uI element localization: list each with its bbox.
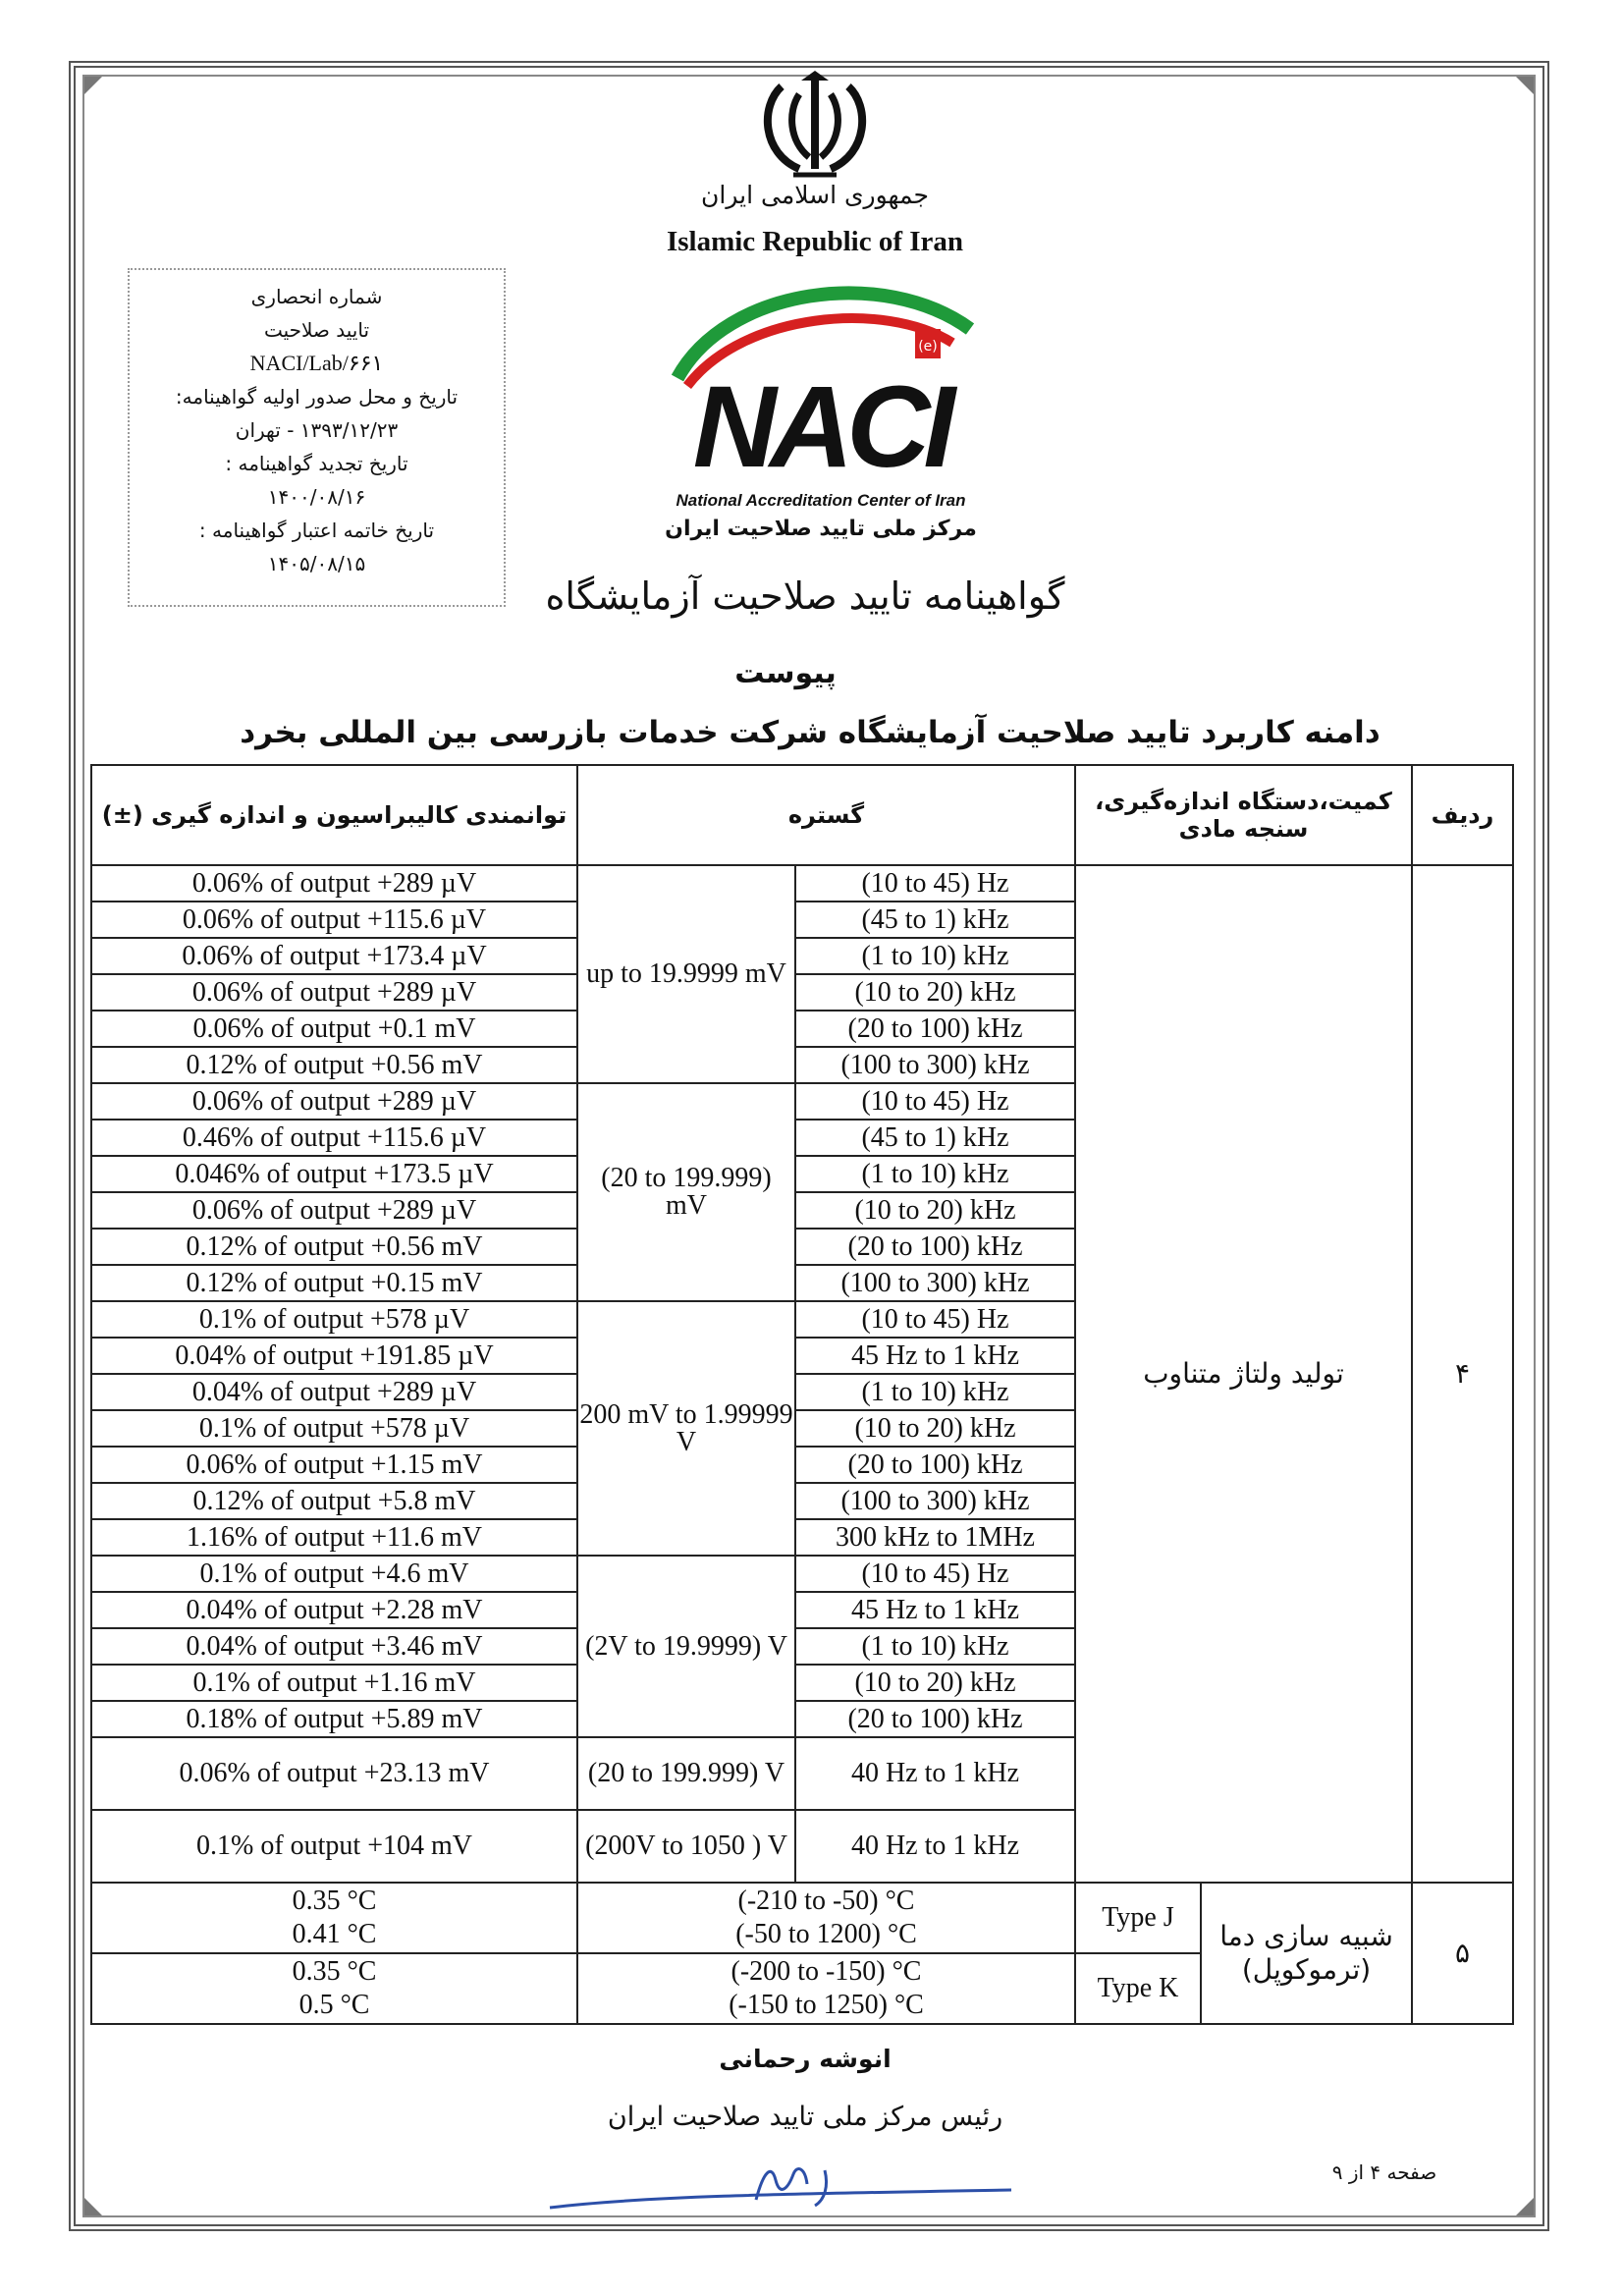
row-number-cell: ۵	[1412, 1883, 1513, 2024]
thermocouple-type-cell: Type J	[1075, 1883, 1201, 1953]
signature-icon	[530, 2151, 1021, 2219]
capability-cell: 0.06% of output +1.15 mV	[91, 1447, 577, 1483]
lab-number: NACI/Lab/۶۶۱	[249, 351, 384, 375]
voltage-range-cell: (2V to 19.9999) V	[577, 1556, 795, 1737]
header-quantity: کمیت،دستگاه اندازه‌گیری، سنجه مادی	[1075, 765, 1412, 865]
certificate-title: گواهینامه تایید صلاحیت آزمایشگاه	[545, 574, 1065, 618]
capability-cell: 0.046% of output +173.5 µV	[91, 1156, 577, 1192]
capability-line: 0.5 °C	[298, 1990, 370, 2020]
frequency-range-cell: 40 Hz to 1 kHz	[795, 1737, 1075, 1810]
capability-cell: 0.06% of output +0.1 mV	[91, 1011, 577, 1047]
frequency-range-cell: (45 to 1) kHz	[795, 1120, 1075, 1156]
frequency-range-cell: (1 to 10) kHz	[795, 938, 1075, 974]
frequency-range-cell: (1 to 10) kHz	[795, 1156, 1075, 1192]
frequency-range-cell: 300 kHz to 1MHz	[795, 1519, 1075, 1556]
capability-cell: 0.06% of output +115.6 µV	[91, 902, 577, 938]
frequency-range-cell: 45 Hz to 1 kHz	[795, 1338, 1075, 1374]
frequency-range-cell: 40 Hz to 1 kHz	[795, 1810, 1075, 1883]
frequency-range-cell: (10 to 45) Hz	[795, 1301, 1075, 1338]
accreditation-scope-table	[90, 764, 1514, 2025]
capability-cell: 0.06% of output +173.4 µV	[91, 938, 577, 974]
expiry-label: تاریخ خاتمه اعتبار گواهینامه :	[198, 519, 435, 542]
country-name-fa: جمهوری اسلامی ایران	[701, 181, 929, 209]
row-number-cell: ۴	[1412, 865, 1513, 1883]
capability-cell: 0.06% of output +289 µV	[91, 1083, 577, 1120]
corner-ornament	[84, 77, 102, 94]
expiry-value: ۱۴۰۵/۰۸/۱۵	[267, 552, 366, 575]
capability-cell: 0.12% of output +5.8 mV	[91, 1483, 577, 1519]
capability-line: 0.41 °C	[292, 1919, 377, 1949]
capability-cell: 0.12% of output +0.15 mV	[91, 1265, 577, 1301]
frequency-range-cell: (10 to 45) Hz	[795, 865, 1075, 902]
capability-cell: 0.06% of output +289 µV	[91, 974, 577, 1011]
capability-cell: 0.1% of output +578 µV	[91, 1410, 577, 1447]
capability-cell: 0.12% of output +0.56 mV	[91, 1229, 577, 1265]
frequency-range-cell: (10 to 45) Hz	[795, 1556, 1075, 1592]
frequency-range-cell: (20 to 100) kHz	[795, 1011, 1075, 1047]
capability-line: 0.35 °C	[292, 1886, 377, 1917]
capability-cell: 0.06% of output +289 µV	[91, 1192, 577, 1229]
corner-ornament	[84, 2198, 102, 2215]
capability-cell: 0.1% of output +1.16 mV	[91, 1665, 577, 1701]
frequency-range-cell: 45 Hz to 1 kHz	[795, 1592, 1075, 1628]
initial-issue-label: تاریخ و محل صدور اولیه گواهینامه:	[175, 385, 459, 409]
thermocouple-type-cell: Type K	[1075, 1953, 1201, 2024]
capability-cell	[91, 1953, 577, 2024]
corner-ornament	[1516, 2198, 1534, 2215]
capability-cell: 0.04% of output +191.85 µV	[91, 1338, 577, 1374]
frequency-range-cell: (10 to 20) kHz	[795, 1192, 1075, 1229]
range-line: (-210 to -50) °C	[737, 1886, 915, 1917]
capability-cell: 0.06% of output +23.13 mV	[91, 1737, 577, 1810]
frequency-range-cell: (10 to 45) Hz	[795, 1083, 1075, 1120]
svg-text:(e): (e)	[918, 339, 938, 355]
header-row-number: ردیف	[1412, 765, 1513, 865]
capability-cell: 0.12% of output +0.56 mV	[91, 1047, 577, 1083]
capability-cell: 0.18% of output +5.89 mV	[91, 1701, 577, 1737]
frequency-range-cell: (1 to 10) kHz	[795, 1374, 1075, 1410]
frequency-range-cell: (100 to 300) kHz	[795, 1265, 1075, 1301]
naci-subtitle-en: National Accreditation Center of Iran	[676, 491, 966, 510]
frequency-range-cell: (100 to 300) kHz	[795, 1047, 1075, 1083]
range-line: (-200 to -150) °C	[730, 1956, 922, 1988]
naci-subtitle-fa: مرکز ملی تایید صلاحیت ایران	[665, 517, 977, 541]
initial-issue-value: ۱۳۹۳/۱۲/۲۳ - تهران	[235, 418, 399, 442]
table-row	[91, 865, 1513, 902]
voltage-range-cell: 200 mV to 1.99999 V	[577, 1301, 795, 1556]
capability-cell: 0.46% of output +115.6 µV	[91, 1120, 577, 1156]
range-line: (-50 to 1200) °C	[735, 1919, 917, 1949]
table-header-row	[91, 765, 1513, 865]
corner-ornament	[1516, 77, 1534, 94]
voltage-range-cell: up to 19.9999 mV	[577, 865, 795, 1083]
range-line: (-150 to 1250) °C	[729, 1990, 924, 2020]
quantity-cell: تولید ولتاژ متناوب	[1075, 865, 1412, 1883]
capability-cell: 0.1% of output +104 mV	[91, 1810, 577, 1883]
signatory-role: رئیس مرکز ملی تایید صلاحیت ایران	[607, 2102, 1003, 2132]
capability-cell: 1.16% of output +11.6 mV	[91, 1519, 577, 1556]
temperature-range-cell	[577, 1883, 1075, 1953]
naci-logo-wordmark: NACI	[692, 362, 949, 492]
frequency-range-cell: (10 to 20) kHz	[795, 1665, 1075, 1701]
header-range: گستره	[577, 765, 1075, 865]
country-name-en: Islamic Republic of Iran	[666, 226, 964, 257]
renewal-value: ۱۴۰۰/۰۸/۱۶	[267, 485, 366, 509]
frequency-range-cell: (45 to 1) kHz	[795, 902, 1075, 938]
frequency-range-cell: (20 to 100) kHz	[795, 1701, 1075, 1737]
voltage-range-cell: (20 to 199.999) mV	[577, 1083, 795, 1301]
page-number: صفحه ۴ از ۹	[1331, 2160, 1437, 2184]
voltage-range-cell: (200V to 1050 ) V	[577, 1810, 795, 1883]
quantity-cell: شبیه سازی دما (ترموکوپل)	[1201, 1883, 1412, 2024]
frequency-range-cell: (10 to 20) kHz	[795, 974, 1075, 1011]
capability-cell: 0.04% of output +2.28 mV	[91, 1592, 577, 1628]
exclusive-number-label: شماره انحصاری	[250, 285, 383, 308]
frequency-range-cell: (100 to 300) kHz	[795, 1483, 1075, 1519]
iran-emblem-icon	[754, 67, 876, 183]
voltage-range-cell: (20 to 199.999) V	[577, 1737, 795, 1810]
scope-title: دامنه کاربرد تایید صلاحیت آزمایشگاه شرکت خدمات بازرسی بین المللی بخرد	[240, 715, 1380, 750]
header-capability: توانمندی کالیبراسیون و اندازه گیری (±)	[91, 765, 577, 865]
signatory-name: انوشه رحمانی	[719, 2045, 892, 2073]
capability-line: 0.35 °C	[292, 1956, 377, 1988]
temperature-range-cell	[577, 1953, 1075, 2024]
table-row	[91, 1883, 1513, 1953]
certificate-info-box	[128, 268, 506, 607]
accreditation-label: تایید صلاحیت	[263, 318, 370, 342]
capability-cell: 0.1% of output +578 µV	[91, 1301, 577, 1338]
frequency-range-cell: (10 to 20) kHz	[795, 1410, 1075, 1447]
capability-cell	[91, 1883, 577, 1953]
appendix-title: پیوست	[734, 656, 837, 690]
capability-cell: 0.04% of output +3.46 mV	[91, 1628, 577, 1665]
frequency-range-cell: (20 to 100) kHz	[795, 1229, 1075, 1265]
capability-cell: 0.04% of output +289 µV	[91, 1374, 577, 1410]
capability-cell: 0.1% of output +4.6 mV	[91, 1556, 577, 1592]
renewal-label: تاریخ تجدید گواهینامه :	[225, 452, 408, 475]
capability-cell: 0.06% of output +289 µV	[91, 865, 577, 902]
frequency-range-cell: (20 to 100) kHz	[795, 1447, 1075, 1483]
frequency-range-cell: (1 to 10) kHz	[795, 1628, 1075, 1665]
